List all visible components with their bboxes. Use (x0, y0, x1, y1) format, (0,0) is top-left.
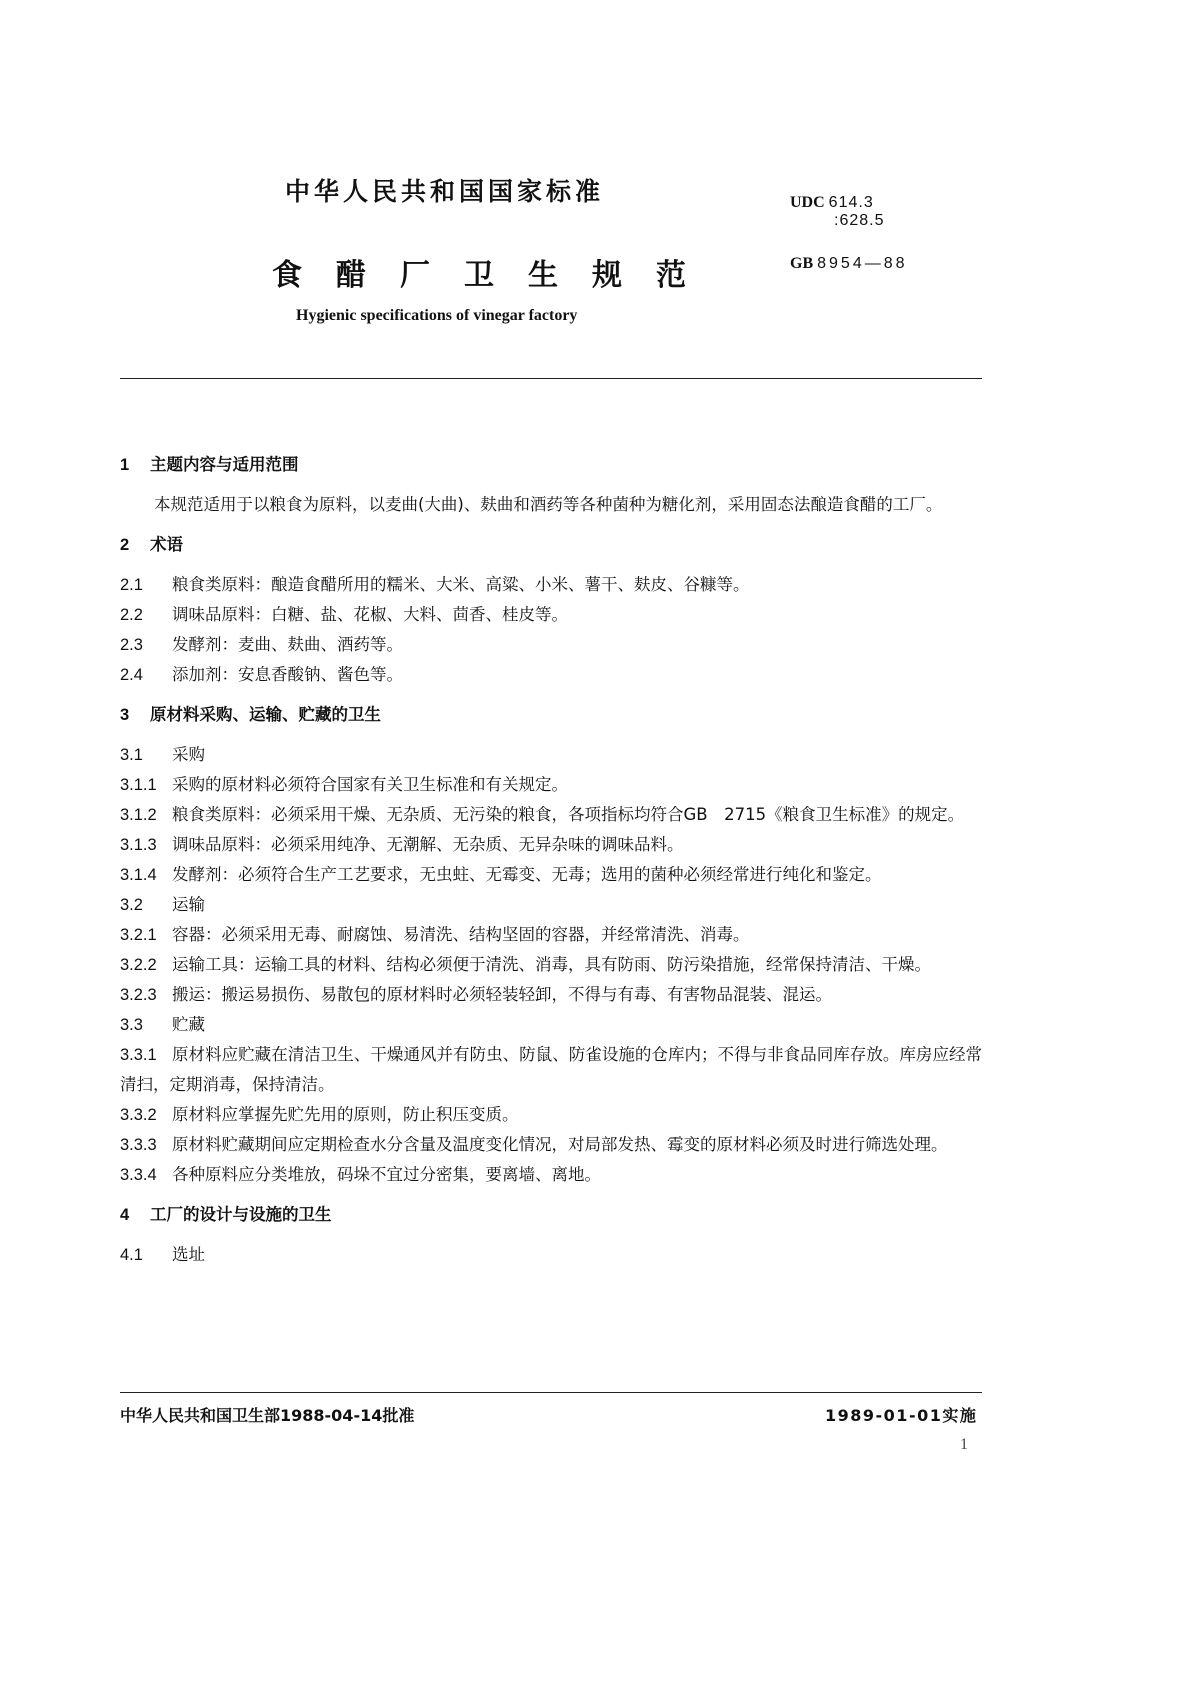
section-heading (120, 530, 982, 560)
clause-text: 调味品原料：白糖、盐、花椒、大料、茴香、桂皮等。 (172, 605, 568, 624)
clause-number: 4 (120, 1206, 130, 1224)
clause-text: 原材料应掌握先贮先用的原则，防止积压变质。 (172, 1105, 519, 1124)
paragraph (120, 1130, 982, 1160)
clause-text: 添加剂：安息香酸钠、酱色等。 (172, 665, 403, 684)
paragraph (120, 660, 982, 690)
clause-number: 3.2.3 (120, 986, 157, 1004)
clause-text: 运输 (172, 895, 205, 914)
english-title: Hygienic specifications of vinegar factory (296, 307, 578, 324)
clause-text: 选址 (172, 1245, 205, 1264)
clause-text: 采购的原材料必须符合国家有关卫生标准和有关规定。 (172, 775, 568, 794)
paragraph (120, 1040, 982, 1100)
document-body (120, 440, 982, 1270)
paragraph (120, 1100, 982, 1130)
page-number: 1 (960, 1436, 968, 1453)
approval-text: 中华人民共和国卫生部1988-04-14批准 (120, 1406, 415, 1425)
clause-text: 粮食类原料：必须采用干燥、无杂质、无污染的粮食，各项指标均符合GB 2715《粮食卫生标准》的规定。 (172, 805, 965, 824)
clause-number: 3.1.3 (120, 836, 157, 854)
clause-number: 3.2 (120, 896, 143, 914)
national-standard-heading: 中华人民共和国国家标准 (285, 177, 605, 206)
paragraph (120, 830, 982, 860)
clause-text: 本规范适用于以粮食为原料，以麦曲(大曲)、麸曲和酒药等各种菌种为糖化剂，采用固态法酿造食醋的工厂。 (154, 495, 943, 514)
paragraph (120, 1010, 982, 1040)
clause-text: 粮食类原料：酿造食醋所用的糯米、大米、高粱、小米、薯干、麸皮、谷糠等。 (172, 575, 750, 594)
paragraph (120, 570, 982, 600)
clause-text: 容器：必须采用无毒、耐腐蚀、易清洗、结构坚固的容器，并经常清洗、消毒。 (172, 925, 750, 944)
footer-rule (120, 1392, 982, 1393)
clause-number: 3.3 (120, 1016, 143, 1034)
clause-text: 发酵剂：必须符合生产工艺要求，无虫蛀、无霉变、无毒；选用的菌种必须经常进行纯化和鉴定。 (172, 865, 882, 884)
paragraph (120, 860, 982, 890)
clause-text: 原材料贮藏期间应定期检查水分含量及温度变化情况，对局部发热、霉变的原材料必须及时进行筛选处理。 (172, 1135, 948, 1154)
clause-number: 2.2 (120, 606, 143, 624)
paragraph (120, 1240, 982, 1270)
udc-code (790, 194, 884, 230)
clause-text: 原材料采购、运输、贮藏的卫生 (150, 705, 381, 724)
clause-number: 2.4 (120, 666, 143, 684)
gb-code (790, 255, 908, 273)
paragraph (120, 950, 982, 980)
effective-date: 1989-01-01实施 (825, 1406, 978, 1425)
clause-number: 3.1 (120, 746, 143, 764)
section-heading (120, 1200, 982, 1230)
header-rule (120, 378, 982, 379)
section-heading (120, 450, 982, 480)
paragraph (120, 630, 982, 660)
clause-text: 工厂的设计与设施的卫生 (150, 1205, 332, 1224)
document-title: 食醋厂卫生规范 (272, 258, 720, 293)
paragraph (120, 920, 982, 950)
clause-text: 发酵剂：麦曲、麸曲、酒药等。 (172, 635, 403, 654)
clause-text: 运输工具：运输工具的材料、结构必须便于清洗、消毒，具有防雨、防污染措施，经常保持清洁、干燥。 (172, 955, 931, 974)
clause-text: 搬运：搬运易损伤、易散包的原材料时必须轻装轻卸，不得与有毒、有害物品混装、混运。 (172, 985, 832, 1004)
clause-text: 术语 (150, 535, 183, 554)
clause-text: 调味品原料：必须采用纯净、无潮解、无杂质、无异杂味的调味品料。 (172, 835, 684, 854)
gb-number: 8954—88 (817, 255, 908, 272)
clause-number: 3.3.1 (120, 1046, 157, 1064)
clause-text: 各种原料应分类堆放，码垛不宜过分密集，要离墙、离地。 (172, 1165, 601, 1184)
clause-number: 2.1 (120, 576, 143, 594)
paragraph (120, 800, 982, 830)
clause-number: 1 (120, 456, 130, 474)
clause-number: 2 (120, 536, 130, 554)
section-heading (120, 700, 982, 730)
clause-number: 3.1.2 (120, 806, 157, 824)
udc-line2: :628.5 (834, 212, 885, 229)
clause-number: 3.3.4 (120, 1166, 157, 1184)
paragraph (120, 490, 982, 520)
clause-number: 3.1.1 (120, 776, 157, 794)
udc-line1: 614.3 (828, 194, 874, 211)
clause-number: 3.2.1 (120, 926, 157, 944)
udc-label: UDC (790, 194, 825, 211)
clause-text: 贮藏 (172, 1015, 205, 1034)
clause-number: 3.1.4 (120, 866, 157, 884)
clause-number: 3.3.3 (120, 1136, 157, 1154)
clause-number: 3 (120, 706, 130, 724)
paragraph (120, 980, 982, 1010)
clause-number: 3.3.2 (120, 1106, 157, 1124)
clause-number: 3.2.2 (120, 956, 157, 974)
clause-text: 采购 (172, 745, 205, 764)
gb-label: GB (790, 255, 814, 272)
clause-text: 原材料应贮藏在清洁卫生、干燥通风并有防虫、防鼠、防雀设施的仓库内；不得与非食品同库存放。库房应经常清扫，定期消毒，保持清洁。 (120, 1045, 982, 1094)
clause-number: 2.3 (120, 636, 143, 654)
paragraph (120, 1160, 982, 1190)
clause-number: 4.1 (120, 1246, 143, 1264)
paragraph (120, 740, 982, 770)
paragraph (120, 770, 982, 800)
paragraph (120, 890, 982, 920)
paragraph (120, 600, 982, 630)
clause-text: 主题内容与适用范围 (150, 455, 299, 474)
